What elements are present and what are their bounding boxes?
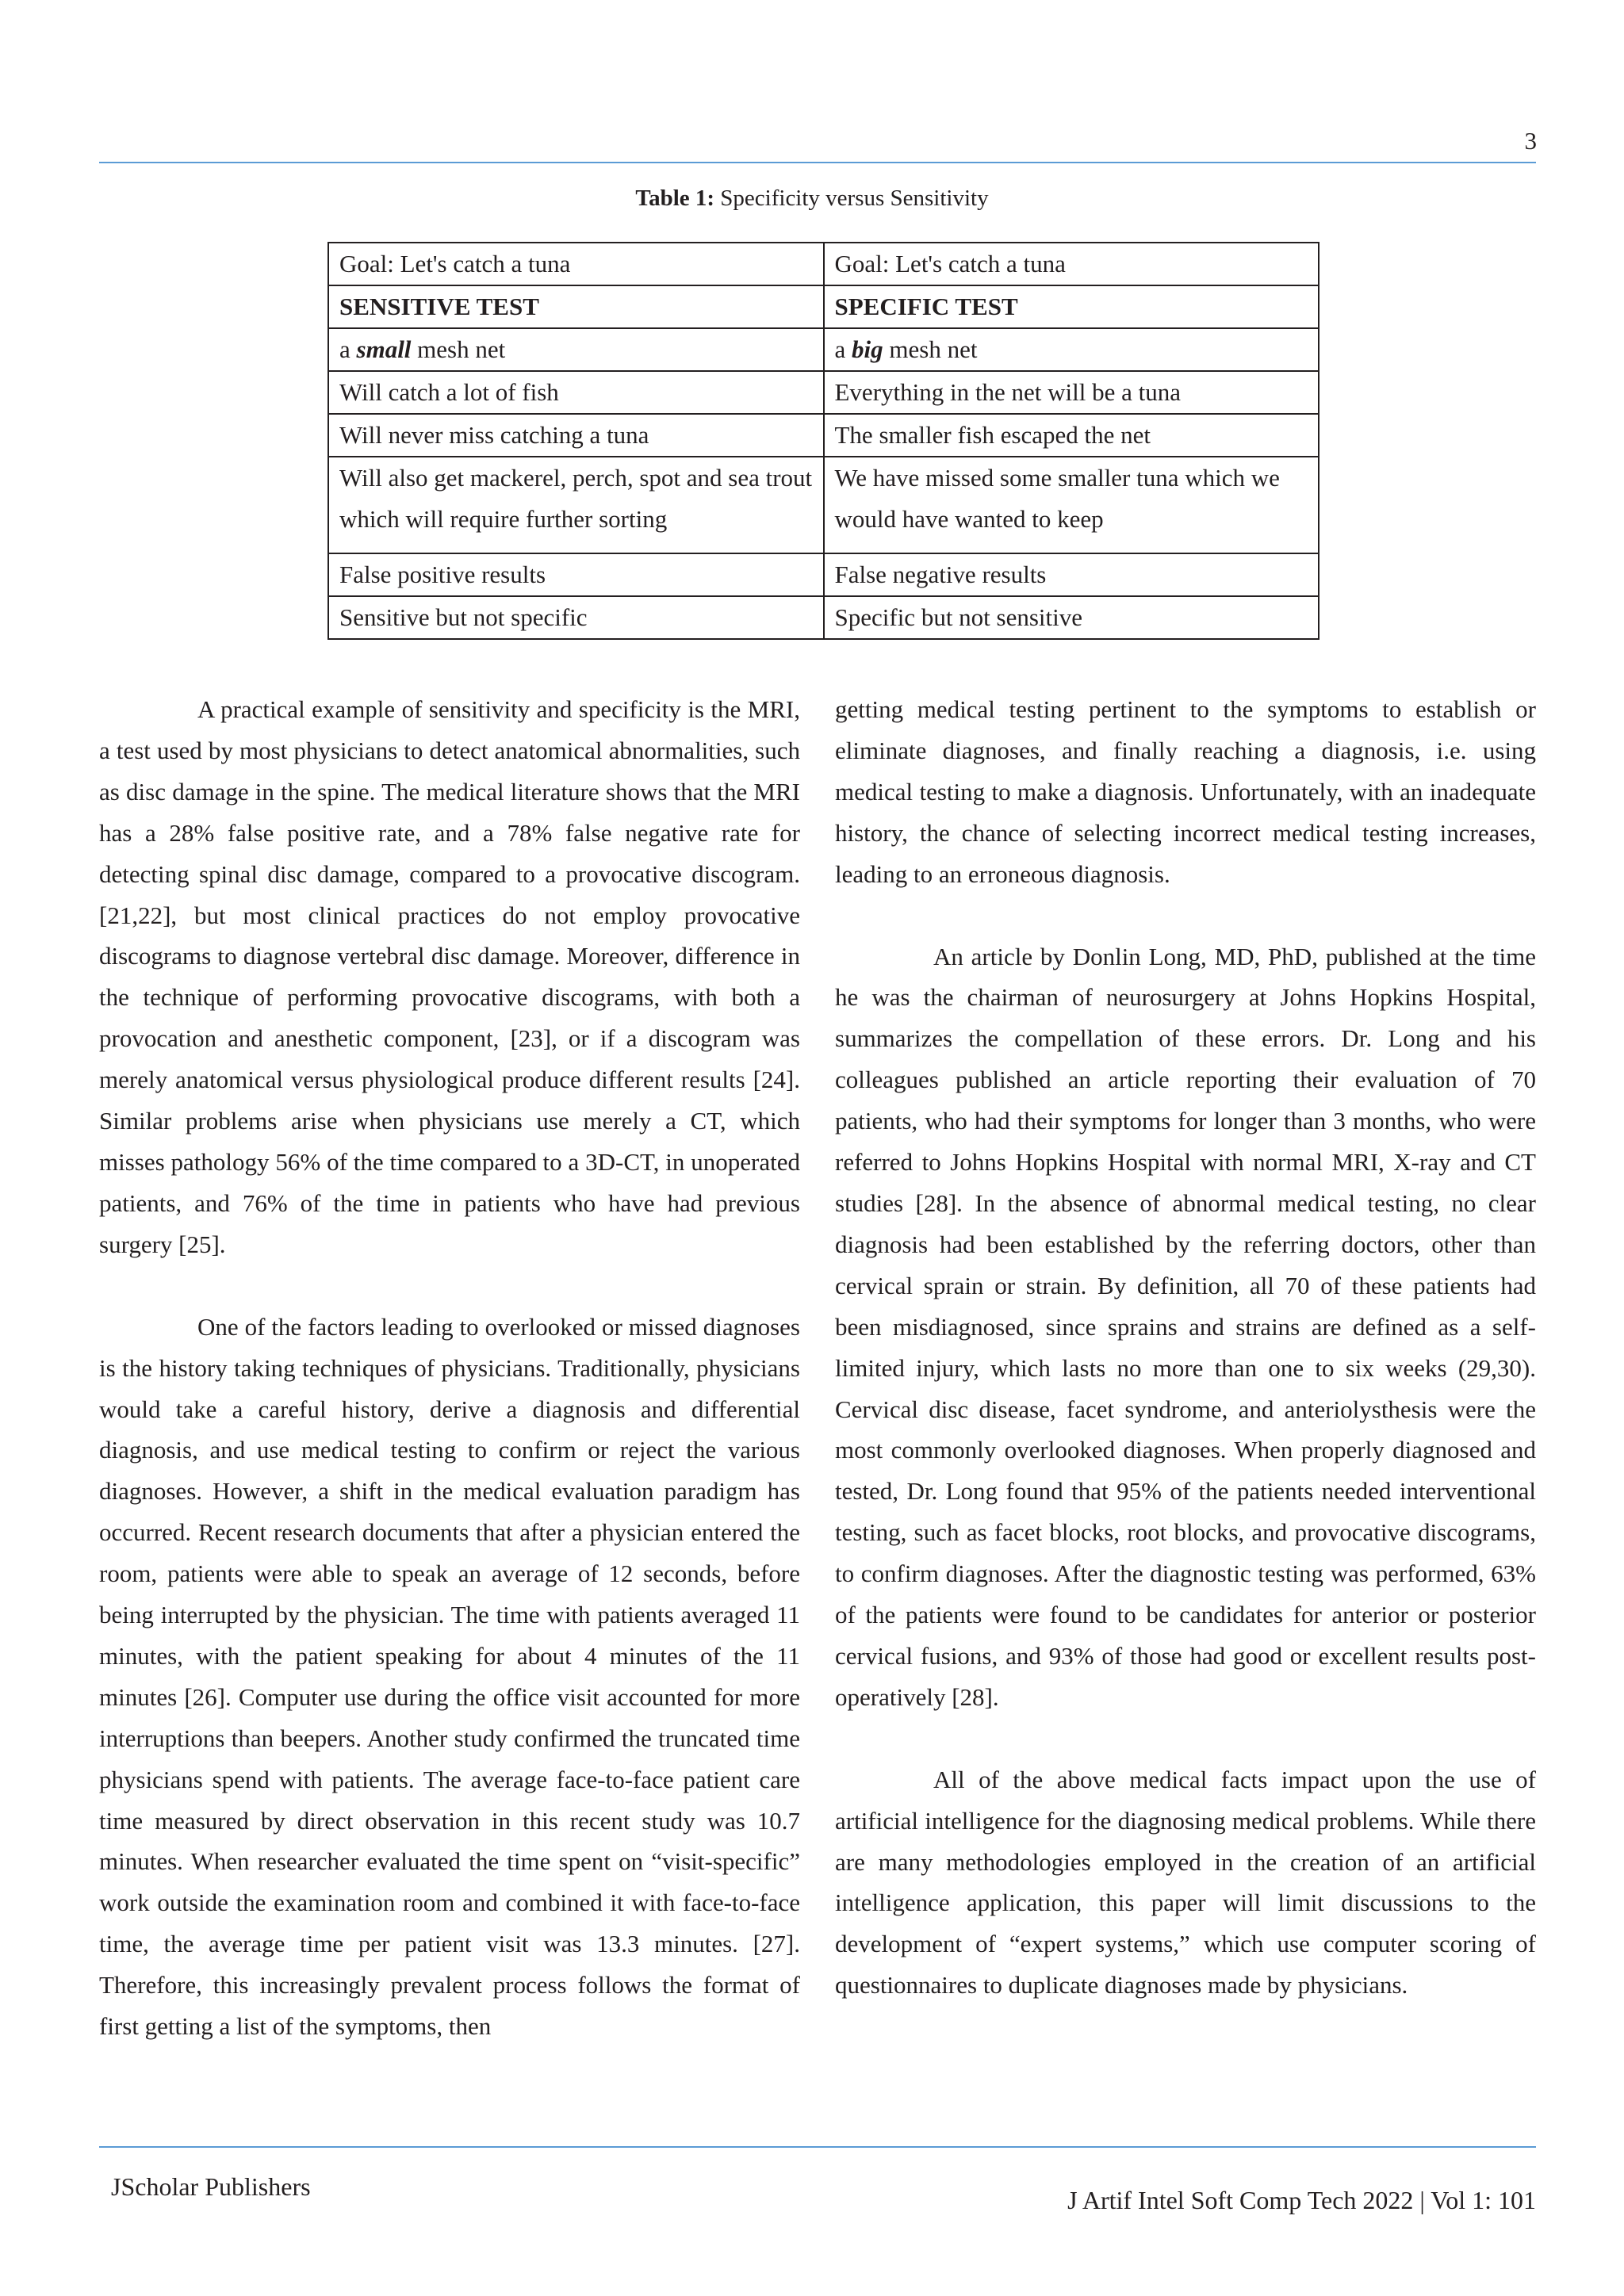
- publisher-name: JScholar Publishers: [111, 2172, 311, 2201]
- table-caption-text: Specificity versus Sensitivity: [720, 186, 989, 211]
- table-row: [328, 457, 1319, 553]
- table-header-cell: SPECIFIC TEST: [824, 285, 1320, 328]
- table-cell: Goal: Let's catch a tuna: [328, 243, 824, 285]
- paragraph: All of the above medical facts impact upon the use of artificial intelligence for the diagnosing medical problems. While there are many methodologies employed in the creation of an artificial intelligence application, this paper will limit discussions to the development of “expert systems,” which use computer scoring of questionnaires to duplicate diagnoses made by physicians.: [835, 1765, 1536, 1999]
- right-column: [835, 689, 1536, 2006]
- table-cell: False positive results: [328, 553, 824, 596]
- table-row: [328, 553, 1319, 596]
- table-cell: Sensitive but not specific: [328, 596, 824, 639]
- table-caption-label: Table 1:: [635, 186, 715, 211]
- table-cell: The smaller fish escaped the net: [824, 414, 1320, 457]
- table-row: [328, 243, 1319, 285]
- table-row: [328, 285, 1319, 328]
- table-cell: Specific but not sensitive: [824, 596, 1320, 639]
- cell-text: mesh net: [411, 335, 506, 363]
- table-caption: [0, 186, 1624, 212]
- header-rule: [99, 162, 1536, 163]
- journal-citation: J Artif Intel Soft Comp Tech 2022 | Vol 1: 101: [1067, 2186, 1536, 2214]
- cell-emphasis: big: [852, 335, 883, 363]
- table-row: [328, 414, 1319, 457]
- table-cell: Goal: Let's catch a tuna: [824, 243, 1320, 285]
- page-number: 3: [1524, 127, 1537, 155]
- table-cell: Will catch a lot of fish: [328, 371, 824, 414]
- paragraph: A practical example of sensitivity and specificity is the MRI, a test used by most physicians to detect anatomical abnormalities, such as disc damage in the spine. The medical literature shows that the MRI has a 28% false positive rate, and a 78% false negative rate for detecting spinal disc damage, compared to a provocative discogram. [21,22], but most clinical practices do not employ provocative discograms to diagnose vertebral disc damage. Moreover, difference in the technique of performing provocative discograms, with both a provocation and anesthetic component, [23], or if a discogram was merely anatomical versus physiological produce different results [24]. Similar problems arise when physicians use merely a CT, which misses pathology 56% of the time compared to a 3D-CT, in unoperated patients, and 76% of the time in patients who have had previous surgery [25].: [99, 695, 800, 1258]
- table-row: [328, 371, 1319, 414]
- footer-rule: [99, 2146, 1536, 2148]
- left-column: [99, 689, 800, 2047]
- cell-text: a: [834, 335, 852, 363]
- cell-text: a: [339, 335, 357, 363]
- table-row: [328, 328, 1319, 371]
- table-cell: Everything in the net will be a tuna: [824, 371, 1320, 414]
- table-cell: False negative results: [824, 553, 1320, 596]
- table-cell: Will never miss catching a tuna: [328, 414, 824, 457]
- table-cell: Will also get mackerel, perch, spot and sea trout which will require further sorting: [328, 457, 824, 553]
- table-cell: [824, 328, 1320, 371]
- paragraph: getting medical testing pertinent to the symptoms to establish or eliminate diagnoses, and finally reaching a diagnosis, i.e. using medical testing to make a diagnosis. Unfortunately, with an inadequate history, the chance of selecting incorrect medical testing increases, leading to an erroneous diagnosis.: [835, 695, 1536, 888]
- table-row: [328, 596, 1319, 639]
- paragraph: One of the factors leading to overlooked or missed diagnoses is the history taking techniques of physicians. Traditionally, physicians would take a careful history, derive a diagnosis and differential diagnosis, and use medical testing to confirm or reject the various diagnoses. However, a shift in the medical evaluation paradigm has occurred. Recent research documents that after a physician entered the room, patients were able to speak an average of 12 seconds, before being interrupted by the physician. The time with patients averaged 11 minutes, with the patient speaking for about 4 minutes of the 11 minutes [26]. Computer use during the office visit accounted for more interruptions than beepers. Another study confirmed the truncated time physicians spend with patients. The average face-to-face patient care time measured by direct observation in this recent study was 10.7 minutes. When researcher evaluated the time spent on “visit-specific” work outside the examination room and combined it with face-to-face time, the average time per patient visit was 13.3 minutes. [27]. Therefore, this increasingly prevalent process follows the format of first getting a list of the symptoms, then: [99, 1312, 800, 2041]
- table-header-cell: SENSITIVE TEST: [328, 285, 824, 328]
- table-cell: We have missed some smaller tuna which we would have wanted to keep: [824, 457, 1320, 553]
- paragraph: An article by Donlin Long, MD, PhD, published at the time he was the chairman of neurosurgery at Johns Hopkins Hospital, summarizes the compellation of these errors. Dr. Long and his colleagues published an article reporting their evaluation of 70 patients, who had their symptoms for longer than 3 months, who were referred to Johns Hopkins Hospital with normal MRI, X-ray and CT studies [28]. In the absence of abnormal medical testing, no clear diagnosis had been established by the referring doctors, other than cervical sprain or strain. By definition, all 70 of these patients had been misdiagnosed, since sprains and strains are defined as a self-limited injury, which lasts no more than one to six weeks (29,30). Cervical disc disease, facet syndrome, and anteriolysthesis were the most commonly overlooked diagnoses. When properly diagnosed and tested, Dr. Long found that 95% of the patients needed interventional testing, such as facet blocks, root blocks, and provocative discograms, to confirm diagnoses. After the diagnostic testing was performed, 63% of the patients were found to be candidates for anterior or posterior cervical fusions, and 93% of those had good or excellent results post-operatively [28].: [835, 942, 1536, 1711]
- sensitivity-specificity-table: [327, 242, 1320, 640]
- table-cell: [328, 328, 824, 371]
- cell-text: mesh net: [883, 335, 978, 363]
- cell-emphasis: small: [356, 335, 412, 363]
